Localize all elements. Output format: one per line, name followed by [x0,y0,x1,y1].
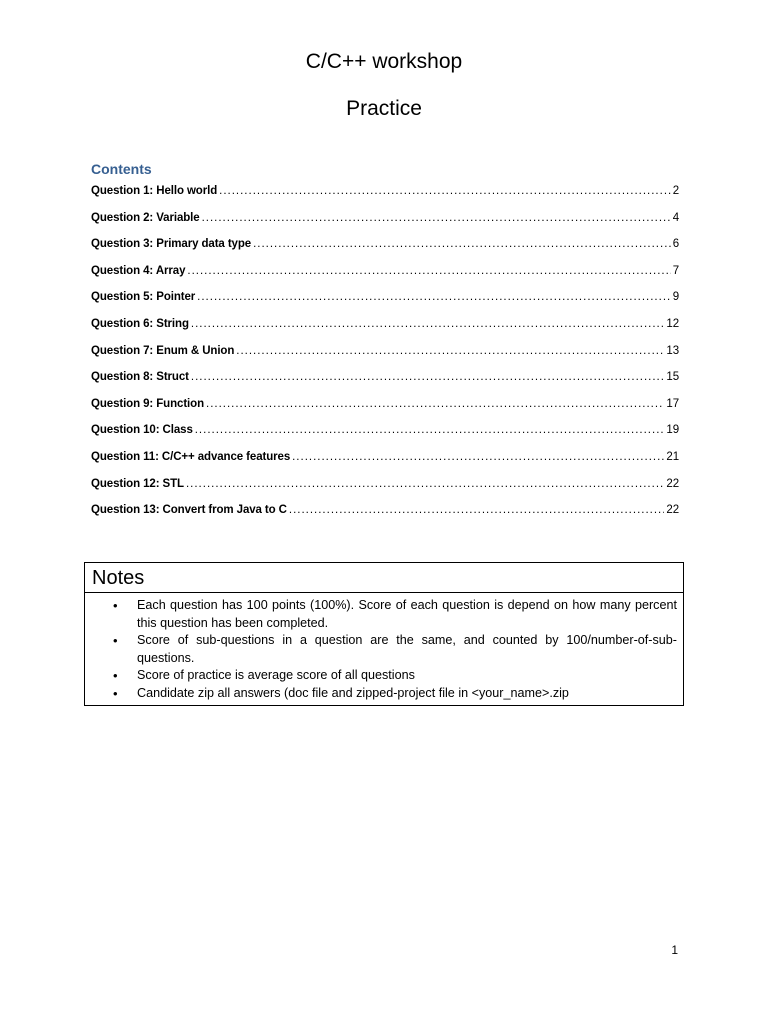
toc-entry-page[interactable]: 2 [672,185,679,197]
toc-entry-label[interactable]: Question 6: String [91,317,189,330]
notes-item-text: Score of sub-questions in a question are the same, and counted by 100/number-of-sub-questions. [137,633,677,665]
toc-dot-leader [206,398,664,410]
notes-box [84,562,684,706]
toc-dot-leader [292,451,664,463]
document-subtitle: Practice [346,97,422,120]
toc-entry-page[interactable]: 9 [672,291,679,304]
toc-entry-label[interactable]: Question 2: Variable [91,211,200,224]
toc-entry[interactable] [91,318,679,345]
toc-entry[interactable] [91,212,679,239]
notes-item-text: Score of practice is average score of all questions [137,668,415,682]
toc-dot-leader [289,504,665,516]
toc-dot-leader [191,371,665,383]
toc-entry-label[interactable]: Question 5: Pointer [91,291,196,304]
document-title: C/C++ workshop [305,50,463,73]
bullet-icon: • [113,633,118,648]
toc-entry[interactable] [91,265,679,292]
toc-entry-label[interactable]: Question 7: Enum & Union [91,344,235,357]
toc-entry[interactable] [91,478,679,505]
notes-item [85,597,677,632]
toc-entry-page[interactable]: 19 [666,424,679,437]
toc-entry-page[interactable]: 17 [666,397,679,410]
toc-entry-label[interactable]: Question 10: Class [91,424,193,437]
toc-dot-leader [253,238,671,250]
notes-item [85,685,677,703]
toc-entry-page[interactable]: 4 [672,211,679,224]
toc-entry[interactable] [91,451,679,478]
toc-entry-label[interactable]: Question 8: Struct [91,371,189,384]
toc-entry-page[interactable]: 12 [666,317,679,330]
toc-entry-label[interactable]: Question 4: Array [91,264,186,277]
table-of-contents [91,185,679,531]
toc-entry-page[interactable]: 15 [666,371,679,384]
toc-entry-label[interactable]: Question 3: Primary data type [91,238,252,251]
toc-dot-leader [186,478,664,490]
toc-dot-leader [195,424,665,436]
toc-entry-page[interactable]: 21 [666,450,679,463]
notes-item [85,667,677,685]
notes-item-text: Candidate zip all answers (doc file and zipped-project file in <your_name>.zip [137,685,569,700]
toc-entry-page[interactable]: 7 [672,264,679,277]
bullet-icon: • [113,598,118,613]
toc-entry-label[interactable]: Question 13: Convert from Java to C [91,504,287,517]
toc-entry[interactable] [91,185,679,212]
notes-list [85,597,677,702]
toc-entry-page[interactable]: 6 [672,238,679,251]
toc-dot-leader [197,291,671,303]
notes-body [85,593,683,705]
toc-entry[interactable] [91,424,679,451]
toc-entry-page[interactable]: 22 [666,504,679,517]
toc-entry[interactable] [91,291,679,318]
toc-entry[interactable] [91,238,679,265]
toc-dot-leader [191,318,665,330]
toc-entry[interactable] [91,345,679,372]
toc-dot-leader [187,265,670,277]
page-number: 1 [671,943,678,957]
toc-dot-leader [236,345,664,357]
toc-entry-label[interactable]: Question 1: Hello world [91,185,218,197]
toc-entry[interactable] [91,398,679,425]
toc-entry[interactable] [91,504,679,531]
toc-dot-leader [219,185,671,197]
toc-entry-page[interactable]: 13 [666,344,679,357]
toc-entry-label[interactable]: Question 9: Function [91,397,204,410]
contents-heading: Contents [91,161,152,177]
notes-item [85,632,677,667]
bullet-icon: • [113,668,118,683]
toc-entry-label[interactable]: Question 12: STL [91,477,184,490]
toc-entry-page[interactable]: 22 [666,477,679,490]
notes-item-text: Each question has 100 points (100%). Score of each question is depend on how many percent this question has been completed. [137,598,677,630]
toc-entry[interactable] [91,371,679,398]
toc-dot-leader [202,212,671,224]
toc-entry-label[interactable]: Question 11: C/C++ advance features [91,450,291,463]
notes-heading: Notes [85,563,683,593]
bullet-icon: • [113,685,118,701]
